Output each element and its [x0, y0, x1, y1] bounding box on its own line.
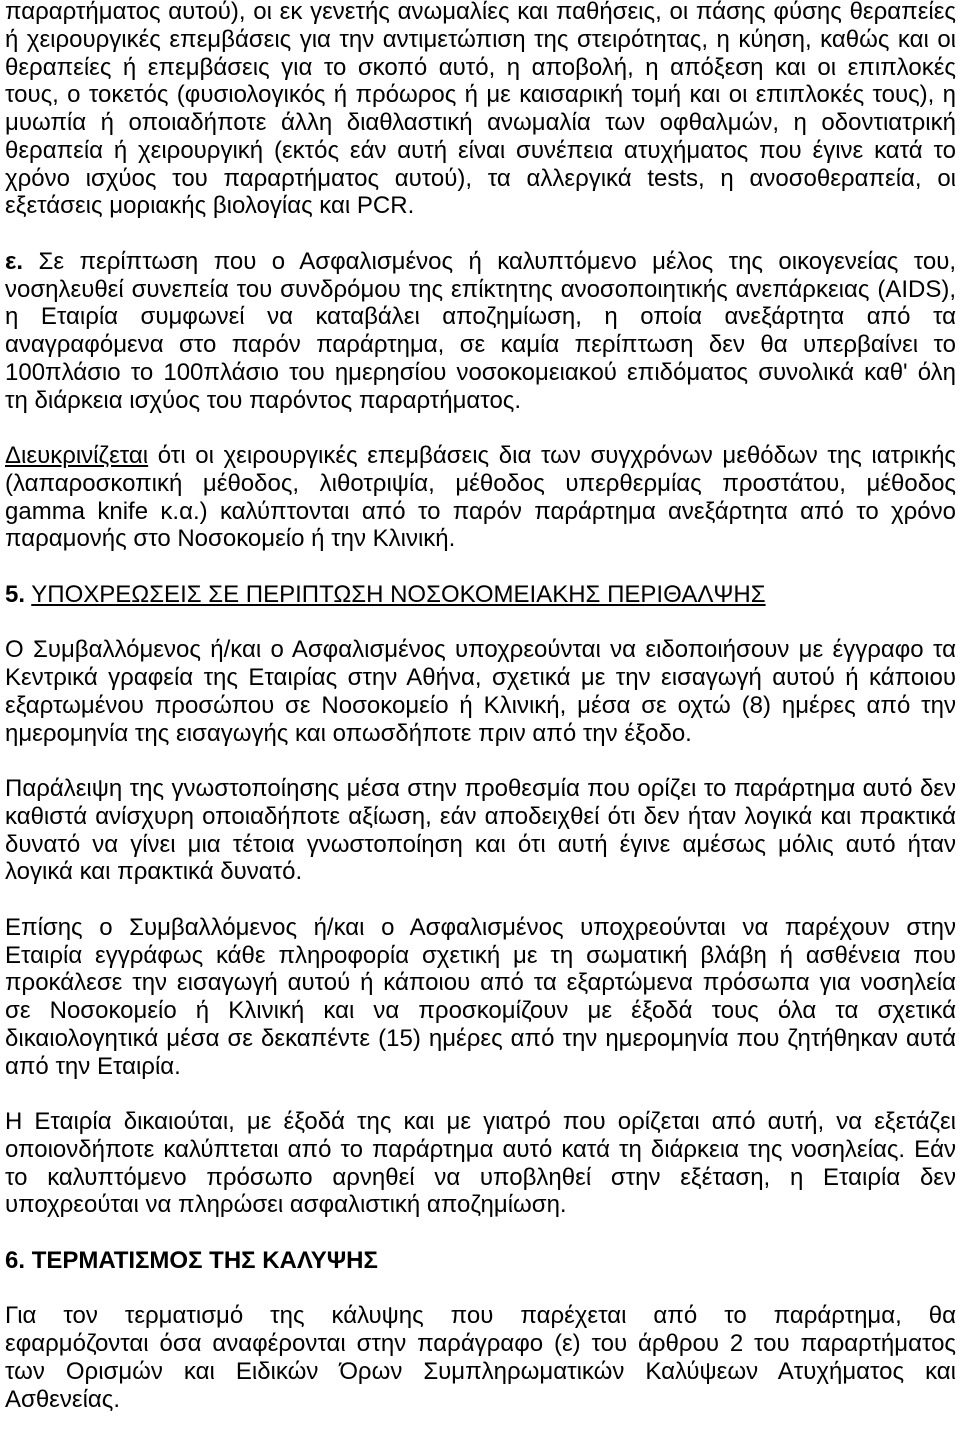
section-heading [5, 581, 956, 609]
text-line: 100πλάσιο το 100πλάσιο του ημερησίου νοσοκομειακού επιδόματος συνολικά καθ' όλη [5, 358, 956, 386]
text-line-content: ότι οι χειρουργικές επεμβάσεις δια των συγχρόνων μεθόδων της ιατρικής [157, 442, 956, 469]
text-line: καθιστά ανίσχυρη οποιαδήποτε αξίωση, εάν αποδειχθεί ότι δεν ήταν λογικά και πρακτικά [5, 802, 956, 830]
section-heading [5, 1247, 956, 1275]
text-line-content: Σε περίπτωση που ο Ασφαλισμένος ή καλυπτόμενο μέλος της οικογενείας του, [38, 247, 956, 275]
text-line: η Εταιρία συμφωνεί να καταβάλει αποζημίωση, η οποία ανεξάρτητα από τα [5, 303, 956, 331]
text-line: gamma knife κ.α.) καλύπτονται από το παρόν παράρτημα ανεξάρτητα από το χρόνο [5, 497, 956, 525]
paragraph-clarification [5, 442, 956, 553]
paragraph-clause-continuation [5, 0, 956, 220]
paragraph [5, 775, 956, 886]
text-line: υποχρεούται να πληρώσει ασφαλιστική αποζημίωση. [5, 1191, 567, 1219]
section-heading-bold [5, 1247, 378, 1274]
text-line [5, 248, 956, 276]
text-line: σε Νοσοκομείο ή Κλινική και να προσκομίζουν με έξοδά τους όλα τα σχετικά [5, 997, 956, 1024]
text-line: Κεντρικά γραφεία της Εταιρίας στην Αθήνα, σχετικά με την εισαγωγή αυτού ή κάποιου [5, 664, 956, 691]
text-line: ή χειρουργικές επεμβάσεις για την αντιμετώπιση της στειρότητας, η κύηση, καθώς και οι [5, 25, 956, 53]
text-line: οποιονδήποτε καλύπτεται από το παράρτημα αυτό κατά τη διάρκεια της νοσηλείας. Εάν [5, 1135, 956, 1163]
paragraph [5, 914, 956, 1081]
section-heading-5 [5, 581, 956, 609]
text-line: θεραπεία ή χειρουργική (εκτός εάν αυτή είναι συνέπεια ατυχήματος που έγινε κατά το [5, 136, 956, 164]
text-line: ημερομηνία της εισαγωγής και οπωσδήποτε πριν από την έξοδο. [5, 719, 692, 747]
text-line: εφαρμόζονται όσα αναφέρονται στην παράγραφο (ε) του άρθρου 2 του παραρτήματος [5, 1330, 956, 1357]
clarification-lead-word: Διευκρινίζεται [5, 442, 149, 469]
text-line: δικαιολογητικά μέσα σε δεκαπέντε (15) ημέρες από την ημερομηνία που ζητήθηκαν αυτά [5, 1024, 956, 1052]
text-line: λογικά και πρακτικά δυνατό. [5, 858, 303, 886]
paragraph-clause-e [5, 248, 956, 415]
section-heading-6 [5, 1247, 956, 1275]
text-line: εξετάσεις μοριακής βιολογίας και PCR. [5, 192, 415, 220]
paragraph [5, 1108, 956, 1219]
text-line: εξαρτωμένου προσώπου σε Νοσοκομείο ή Κλινική, μέσα σε οχτώ (8) ημέρες από την [5, 691, 956, 719]
text-line: αναγραφόμενα στο παρόν παράρτημα, σε καμία περίπτωση δεν θα υπερβαίνει το [5, 331, 956, 358]
text-line: θεραπείες ή επεμβάσεις για το σκοπό αυτό, η αποβολή, η απόξεση και οι επιπλοκές [5, 53, 956, 81]
text-line: τους, ο τοκετός (φυσιολογικός ή πρόωρος ή με καισαρική τομή και οι επιπλοκές τους), η [5, 81, 956, 109]
section-number: 5. [5, 580, 26, 608]
text-line: το καλυπτόμενο πρόσωπο αρνηθεί να υποβληθεί στην εξέταση, η Εταιρία δεν [5, 1163, 956, 1191]
document-page [5, 0, 956, 1441]
clause-marker: ε. [5, 247, 24, 275]
text-line: μυωπία ή οποιαδήποτε άλλη διαθλαστική ανωμαλία των οφθαλμών, η οδοντιατρική [5, 109, 956, 136]
text-line: χρόνο ισχύος του παραρτήματος αυτού), τα αλλεργικά tests, η ανοσοθεραπεία, οι [5, 164, 956, 192]
text-line: Για τον τερματισμό της κάλυψης που παρέχεται από το παράρτημα, θα [5, 1302, 956, 1330]
section-number: 6. [5, 1246, 26, 1274]
paragraph [5, 1302, 956, 1413]
text-line [5, 442, 956, 470]
text-line: νοσηλευθεί συνεπεία του συνδρόμου της επίκτητης ανοσοποιητικής ανεπάρκειας (AIDS), [5, 275, 956, 303]
text-line: Επίσης ο Συμβαλλόμενος ή/και ο Ασφαλισμένος υποχρεούνται να παρέχουν στην [5, 913, 956, 941]
text-line: Ασθενείας. [5, 1385, 121, 1413]
text-line: Εταιρία εγγράφως κάθε πληροφορία σχετική με τη σωματική βλάβη ή ασθένεια που [5, 941, 956, 969]
text-line: από την Εταιρία. [5, 1052, 181, 1080]
text-line: Η Εταιρία δικαιούται, με έξοδά της και με γιατρό που ορίζεται από αυτή, να εξετάζει [5, 1108, 956, 1135]
text-line: Παράλειψη της γνωστοποίησης μέσα στην προθεσμία που ορίζει το παράρτημα αυτό δεν [5, 775, 956, 802]
text-line: Ο Συμβαλλόμενος ή/και ο Ασφαλισμένος υποχρεούνται να ειδοποιήσουν με έγγραφο τα [5, 636, 956, 664]
section-title: ΥΠΟΧΡΕΩΣΕΙΣ ΣΕ ΠΕΡΙΠΤΩΣΗ ΝΟΣΟΚΟΜΕΙΑΚΗΣ ΠΕΡΙΘΑΛΨΗΣ [31, 580, 766, 608]
paragraph [5, 636, 956, 747]
text-line: δυνατό να γίνει μια τέτοια γνωστοποίηση και ότι αυτή έγινε αμέσως μόλις αυτό ήταν [5, 830, 956, 858]
text-line: των Ορισμών και Ειδικών Όρων Συμπληρωματικών Καλύψεων Ατυχήματος και [5, 1357, 956, 1385]
text-line: (λαπαροσκοπική μέθοδος, λιθοτριψία, μέθοδος υπερθερμίας προστάτου, μέθοδος [5, 469, 956, 497]
text-line: τη διάρκεια ισχύος του παρόντος παραρτήματος. [5, 386, 522, 414]
text-line: προκάλεσε την εισαγωγή αυτού ή κάποιου από τα εξαρτώμενα πρόσωπα για νοσηλεία [5, 969, 956, 997]
section-title: ΤΕΡΜΑΤΙΣΜΟΣ ΤΗΣ ΚΑΛΥΨΗΣ [31, 1246, 378, 1274]
text-line: παραρτήματος αυτού), οι εκ γενετής ανωμαλίες και παθήσεις, οι πάσης φύσης θεραπείες [5, 0, 956, 25]
text-line: παραμονής στο Νοσοκομείο ή την Κλινική. [5, 525, 456, 553]
